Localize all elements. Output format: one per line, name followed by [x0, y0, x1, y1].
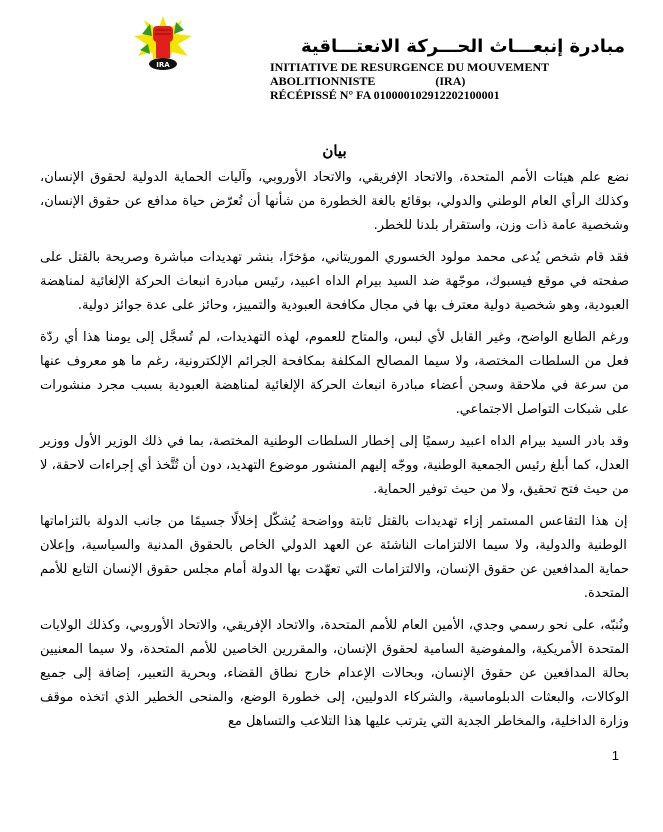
text-line: جوائز دولية.: [77, 298, 143, 313]
text-line: بسبب مجرد منشورات على شبكات التواصل الاجتماعي.: [40, 378, 629, 417]
paragraph-2: [40, 246, 629, 318]
text-line: معروف عنها من سرعة في ملاحقة وسجن أعضاء مبادرة انبعاث الحركة الإلغائية لمناهضة العبودية: [40, 354, 630, 393]
ira-acronym: (IRA): [435, 74, 466, 88]
page-number: 1: [611, 748, 619, 763]
text-line: ردّة فعل من السلطات المختصة، ولا سيما المصالح المكلفة بمكافحة الجرائم الإلكترونية، رغم ما هو: [40, 330, 629, 369]
organization-title-arabic: مبادرة إنبعـــاث الحـــركة الانعتـــاقية: [300, 36, 625, 57]
text-line: الولايات المتحدة الأمريكية، والمفوضية السامية لحقوق الإنسان، والمقررين الخاصين للأمم المتحدة، ولا: [40, 618, 630, 657]
organization-title-french-line2: [270, 74, 625, 88]
svg-text:IRA: IRA: [156, 61, 170, 69]
text-line: نضع علم هيئات الأمم المتحدة، والاتحاد الإفريقي، والاتحاد الأوروبي، وآليات الحماية الدولية لحقوق: [90, 170, 629, 185]
text-line: حقوق الإنسان، وشخصية عامة ذات وزن، واستقرار بلدنا للخطر.: [40, 194, 629, 233]
abolitionniste-text: ABOLITIONNISTE: [270, 74, 376, 88]
paragraph-1: [40, 166, 629, 238]
text-line: إضافة إلى جميع الوكالات، والبعثات الدبلوماسية، والشركاء الدوليين، إلى خطورة الوضع، والمنحى: [40, 666, 629, 705]
text-line: وقد بادر السيد بيرام الداه اعبيد رسميًا إلى إخطار السلطات الوطنية المختصة، بما في ذلك الوزير الأول: [74, 434, 629, 449]
text-line: ونُنبّه، على نحو رسمي وجدي، الأمين العام للأمم المتحدة، والاتحاد الإفريقي، والاتحاد الأوروبي، وكذلك: [86, 618, 629, 633]
ira-logo: [132, 14, 194, 74]
receipt-number: RÉCÉPISSÉ N° FA 010000102912202100001: [270, 88, 500, 102]
text-line: الوطنية والدولية، ولا سيما الالتزامات الناشئة عن العهد الدولي الخاص بالحقوق المدنية والسياسية، وإعلان: [40, 538, 627, 553]
paragraph-4: [40, 430, 629, 502]
letterhead: [270, 34, 625, 102]
paragraph-5: [40, 510, 629, 606]
text-line: للأمم المتحدة.: [40, 562, 629, 601]
text-line: على صفحته في موقع فيسبوك، موجّهة ضد السيد بيرام الداه اعبيد، رئيس مبادرة انبعاث الحركة الإلغائية: [40, 250, 629, 289]
document-heading: بيان: [322, 143, 347, 160]
text-line: ورغم الطابع الواضح، وغير القابل لأي لبس، والمتاح للعموم، لهذه التهديدات، لم تُسجَّل إلى يومنا هذا أي: [64, 330, 629, 345]
text-line: لمناهضة العبودية، وهو شخصية دولية معترف بها في مجال مكافحة العبودية والتمييز، وحائز على عدة: [40, 274, 629, 313]
paragraph-6: [40, 614, 629, 734]
text-line: حماية المدافعين عن حقوق الإنسان، والالتزامات التي تعهّدت بها الدولة أمام مجلس حقوق الإنسان التابع: [71, 562, 630, 577]
text-line: إجراءات لاحقة، لا من حيث فتح تحقيق، ولا من حيث توفير الحماية.: [40, 458, 629, 497]
paragraph-3: [40, 326, 629, 422]
text-line: الإنسان، وكذلك الرأي العام الوطني والدولي، بوقائع بالغة الخطورة من شأنها أن تُعرّض حياة مدافع عن: [40, 170, 630, 209]
text-line: فقد قام شخص يُدعى محمد مولود الخسوري الموريتاني، مؤخرًا، بنشر تهديدات مباشرة وصريحة بالقتل: [68, 250, 630, 265]
text-line: إن هذا التقاعس المستمر إزاء تهديدات بالقتل ثابتة وواضحة يُشكّل إخلالًا جسيمًا من جانب الدولة بالتزاماتها: [40, 514, 628, 529]
text-line: الخطير الذي اتخذه موقف وزارة الداخلية، والمخاطر الجدية التي يترتب عليها هذا التلاعب والتساهل مع: [40, 690, 629, 729]
organization-title-french: INITIATIVE DE RESURGENCE DU MOUVEMENT: [270, 60, 550, 74]
text-line: ووزير العدل، كما أبلغ رئيس الجمعية الوطنية، ووجّه إليهم المنشور موضوع التهديد، دون أن تُتَّخذ أي: [40, 434, 629, 473]
text-line: سيما المعنيين بحالة المدافعين عن حقوق الإنسان، وبحالات الإعدام خارج نطاق القضاء، وبحرية التعبير،: [40, 642, 629, 681]
